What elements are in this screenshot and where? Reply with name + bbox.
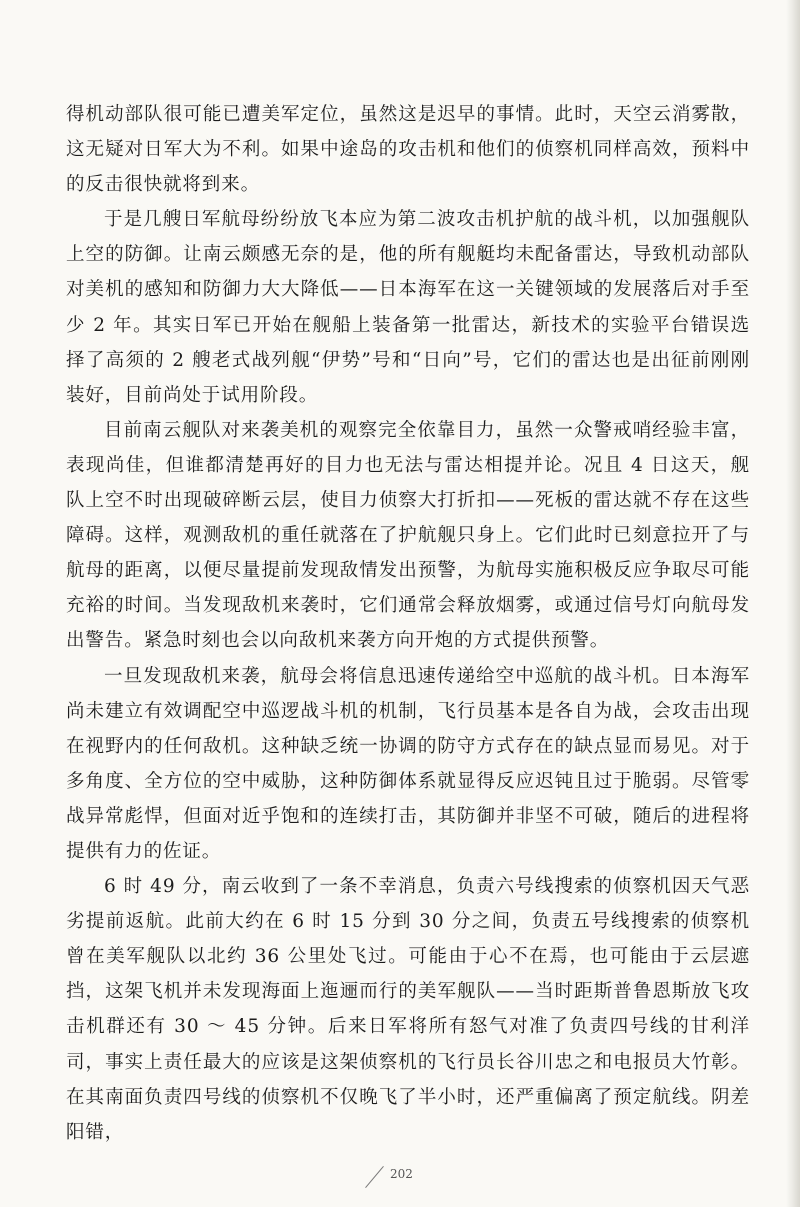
binding-shadow <box>786 0 800 1207</box>
paragraph-carrier-fighters: 于是几艘日军航母纷纷放飞本应为第二波攻击机护航的战斗机，以加强舰队上空的防御。让南云颇感无奈的是，他的所有舰艇均未配备雷达，导致机动部队对美机的感知和防御力大大降低——日本海军在这一关键领域的发展落后对手至少 2 年。其实日军已开始在舰船上装备第一批雷达，新技术的实验平台错误选择了高须的 2 艘老式战列舰“伊势”号和“日向”号，它们的雷达也是出征前刚刚装好，目前尚处于试用阶段。 <box>66 209 750 406</box>
page-number: 202 <box>390 1167 413 1181</box>
paragraph-visual-observation: 目前南云舰队对来袭美机的观察完全依靠目力，虽然一众警戒哨经验丰富，表现尚佳，但谁都清楚再好的目力也无法与雷达相提并论。况且 4 日这天，舰队上空不时出现破碎断云层，使目力侦察大打折扣——死板的雷达就不存在这些障碍。这样，观测敌机的重任就落在了护航舰只身上。它们此时已刻意拉开了与航母的距离，以便尽量提前发现敌情发出预警，为航母实施积极反应争取尽可能充裕的时间。当发现敌机来袭时，它们通常会释放烟雾，或通过信号灯向航母发出警告。紧急时刻也会以向敌机来袭方向开炮的方式提供预警。 <box>66 419 750 652</box>
paragraph-continued: 得机动部队很可能已遭美军定位，虽然这是迟早的事情。此时，天空云消雾散，这无疑对日军大为不利。如果中途岛的攻击机和他们的侦察机同样高效，预料中的反击很快就将到来。 <box>66 104 750 196</box>
paragraph-scout-planes: 6 时 49 分，南云收到了一条不幸消息，负责六号线搜索的侦察机因天气恶劣提前返航。此前大约在 6 时 15 分到 30 分之间，负责五号线搜索的侦察机曾在美军舰队以北约 36 公里处飞过。可能由于心不在焉，也可能由于云层遮挡，这架飞机并未发现海面上迤逦而行的美军舰队——当时距斯普鲁恩斯放飞攻击机群还有 30 ～ 45 分钟。后来日军将所有怒气对准了负责四号线的甘利洋司，事实上责任最大的应该是这架侦察机的飞行员长谷川忠之和电报员大竹彰。在其南面负责四号线的侦察机不仅晚飞了半小时，还严重偏离了预定航线。阴差阳错， <box>66 876 750 1143</box>
body-text <box>66 97 750 1150</box>
page-footer <box>360 1161 430 1191</box>
paragraph-air-patrol: 一旦发现敌机来袭，航母会将信息迅速传递给空中巡航的战斗机。日本海军尚未建立有效调配空中巡逻战斗机的机制，飞行员基本是各自为战，会攻击出现在视野内的任何敌机。这种缺乏统一协调的防守方式存在的缺点显而易见。对于多角度、全方位的空中威胁，这种防御体系就显得反应迟钝且过于脆弱。尽管零战异常彪悍，但面对近乎饱和的连续打击，其防御并非坚不可破，随后的进程将提供有力的佐证。 <box>66 665 750 862</box>
page-number-slash <box>365 1166 384 1188</box>
